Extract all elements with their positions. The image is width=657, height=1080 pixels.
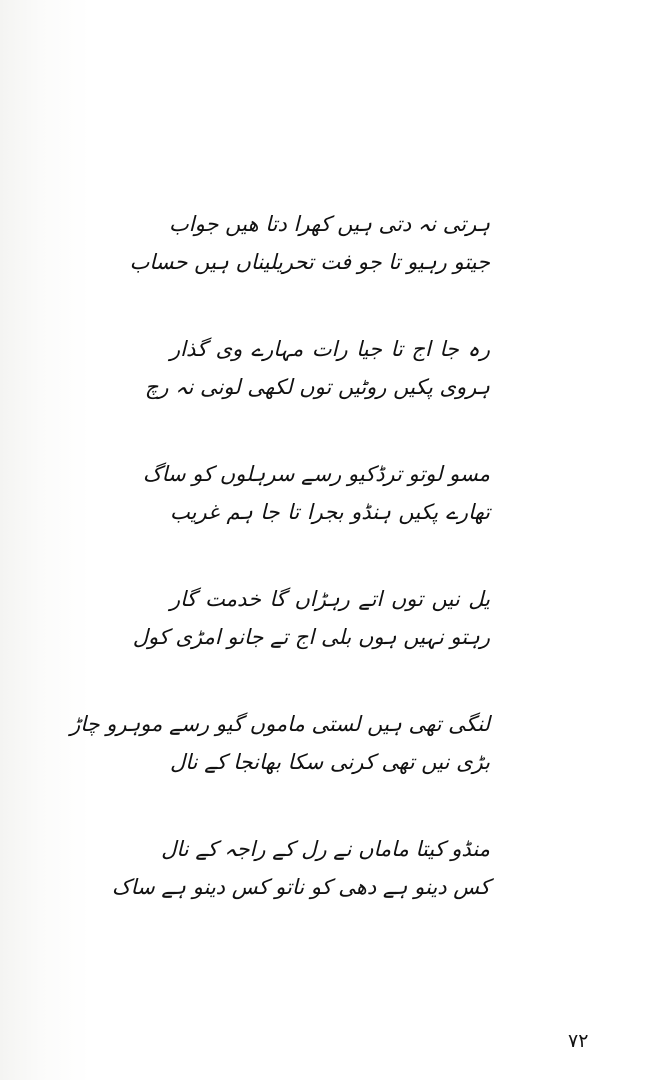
poem-line: ہرتی نہ دتی ہیں کھرا دتا ھیں جواب xyxy=(169,212,490,236)
stanza-6 xyxy=(111,830,490,955)
stanza-1 xyxy=(129,205,490,330)
stanza-5 xyxy=(70,705,490,830)
page-number: ۷۲ xyxy=(568,1030,589,1052)
poem-line: لنگی تھی ہیں لستی ماموں گیو رسے موہرو چاڑ xyxy=(70,712,490,736)
poem-line: منڈو کیتا ماماں نے رل کے راجہ کے نال xyxy=(161,837,490,861)
poem-line: کس دینو ہے دھی کو ناتو کس دینو ہے ساک xyxy=(111,875,490,899)
poem-line: بڑی نیں تھی کرنی سکا بھانجا کے نال xyxy=(170,750,490,774)
poem-line: رہ جا اج تا جیا رات مہارے وی گذار xyxy=(170,337,490,361)
poem-line: ہروی پکیں روٹیں توں لکھی لونی نہ رچ xyxy=(144,375,490,399)
poem-line: جیتو رہیو تا جو فت تحریلیناں ہیں حساب xyxy=(129,250,490,274)
poem xyxy=(70,205,490,955)
stanza-3 xyxy=(142,455,490,580)
stanza-2 xyxy=(144,330,490,455)
poem-line: یل نیں توں اتے رہڑاں گا خدمت گار xyxy=(170,587,490,611)
poem-line: تھارے پکیں ہنڈو بجرا تا جا ہم غریب xyxy=(170,500,490,524)
poem-line: رہتو نہیں ہوں بلی اج تے جانو امڑی کول xyxy=(132,625,490,649)
poem-line: مسو لوتو ترڈکیو رسے سرہلوں کو ساگ xyxy=(142,462,490,486)
stanza-4 xyxy=(132,580,490,705)
